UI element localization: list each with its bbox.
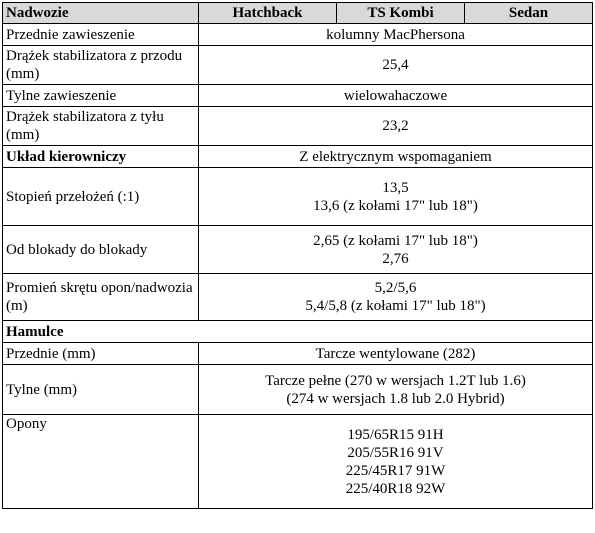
table-row (3, 85, 593, 107)
table-row (3, 274, 593, 321)
value-line: Tarcze wentylowane (282) (315, 345, 476, 362)
value-line: Z elektrycznym wspomaganiem (299, 148, 492, 165)
table-header-row (3, 3, 593, 24)
value-line: 225/40R18 92W (345, 480, 446, 497)
row-label: Tylne zawieszenie (3, 85, 199, 107)
value-line: 2,76 (382, 250, 409, 267)
value-line: 205/55R16 91V (347, 444, 444, 461)
row-value (199, 107, 593, 146)
row-label: Drążek stabilizatora z tyłu (mm) (3, 107, 199, 146)
table-row (3, 415, 593, 509)
header-ts-kombi: TS Kombi (337, 3, 465, 24)
row-value (199, 415, 593, 509)
row-label: Drążek stabilizatora z przodu (mm) (3, 46, 199, 85)
value-line: 5,2/5,6 (374, 280, 417, 296)
header-nadwozie: Nadwozie (3, 3, 199, 24)
value-line: 25,4 (382, 57, 409, 73)
row-label: Tylne (mm) (3, 365, 199, 415)
row-value (199, 226, 593, 274)
value-line: 5,4/5,8 (z kołami 17" lub 18") (305, 298, 486, 314)
table-row (3, 168, 593, 226)
row-label: Stopień przełożeń (:1) (3, 168, 199, 226)
value-line: 13,6 (z kołami 17" lub 18") (313, 197, 478, 214)
spec-table (2, 2, 593, 509)
table-row (3, 343, 593, 365)
row-label: Promień skrętu opon/nadwozia (m) (3, 274, 199, 321)
value-line: 195/65R15 91H (347, 426, 444, 443)
section-brakes: Hamulce (3, 321, 593, 343)
value-line: 2,65 (z kołami 17" lub 18") (313, 232, 478, 249)
row-value (199, 146, 593, 168)
value-line: (274 w wersjach 1.8 lub 2.0 Hybrid) (286, 390, 505, 407)
row-value (199, 274, 593, 321)
row-value (199, 168, 593, 226)
table-row (3, 46, 593, 85)
row-value (199, 343, 593, 365)
header-hatchback: Hatchback (199, 3, 337, 24)
table-row (3, 226, 593, 274)
row-value (199, 24, 593, 46)
row-label: Opony (3, 415, 199, 509)
value-line: wielowahaczowe (343, 87, 448, 104)
value-line: 225/45R17 91W (345, 462, 446, 479)
row-label: Przednie (mm) (3, 343, 199, 365)
value-line: kolumny MacPhersona (326, 26, 465, 43)
row-value (199, 365, 593, 415)
table-row (3, 365, 593, 415)
table-row (3, 146, 593, 168)
table-row (3, 321, 593, 343)
value-line: 23,2 (382, 118, 409, 134)
value-line: 13,5 (382, 179, 409, 196)
section-steering: Układ kierowniczy (3, 146, 199, 168)
header-sedan: Sedan (465, 3, 593, 24)
row-label: Przednie zawieszenie (3, 24, 199, 46)
row-label: Od blokady do blokady (3, 226, 199, 274)
table-row (3, 24, 593, 46)
table-row (3, 107, 593, 146)
value-line: Tarcze pełne (270 w wersjach 1.2T lub 1.6) (265, 372, 526, 389)
row-value (199, 85, 593, 107)
row-value (199, 46, 593, 85)
